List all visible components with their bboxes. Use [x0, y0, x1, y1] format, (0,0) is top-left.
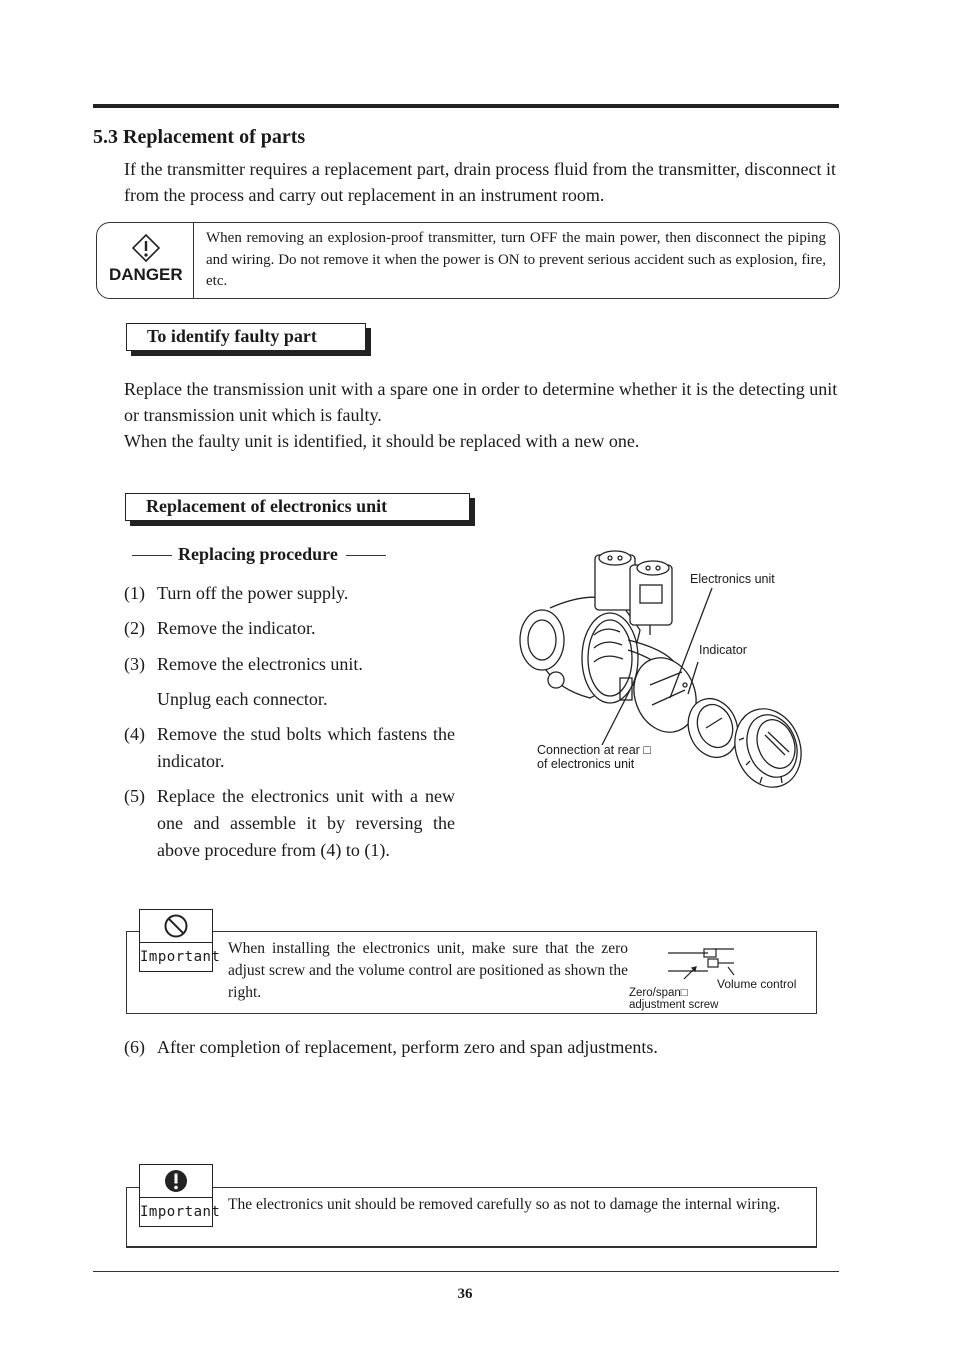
label-indicator: Indicator: [699, 643, 747, 657]
important-badge-2: [139, 1164, 221, 1227]
important-badge-1: [139, 909, 221, 972]
label-volume-control: Volume control: [717, 977, 797, 991]
identify-paragraph-1: Replace the transmission unit with a spare one in order to determine whether it is the detecting unit or transmission unit which is faulty.: [124, 379, 838, 425]
electronics-heading: Replacement of electronics unit: [125, 493, 470, 521]
label-electronics-unit: Electronics unit: [690, 572, 775, 586]
important-label-2: Important: [140, 1204, 221, 1220]
section-title: 5.3 Replacement of parts: [93, 126, 306, 148]
important-text-1: When installing the electronics unit, make sure that the zero adjust screw and the volume control are positioned as shown the right.: [228, 940, 628, 1001]
step-6: (6) After completion of replacement, perform zero and span adjustments.: [124, 1037, 658, 1057]
label-connection: Connection at rear □ of electronics unit: [537, 743, 651, 771]
step-3: (3) Remove the electronics unit.: [124, 654, 363, 674]
step-3-sub: Unplug each connector.: [157, 689, 328, 709]
intro-paragraph: If the transmitter requires a replacement part, drain process fluid from the transmitter, disconnect it from the process and carry out replacement in an instrument room.: [124, 159, 837, 205]
danger-label: DANGER: [109, 265, 183, 284]
warning-exclamation-diamond-icon: [131, 234, 161, 267]
step-4: (4) Remove the stud bolts which fastens the indicator.: [124, 724, 455, 771]
bottom-rule: [93, 1271, 839, 1272]
step-2: (2) Remove the indicator.: [124, 618, 316, 638]
identify-paragraph-2: When the faulty unit is identified, it should be replaced with a new one.: [124, 431, 640, 451]
page-number: 36: [457, 1286, 473, 1302]
exclamation-circle-icon: [140, 1165, 212, 1198]
step-5: (5) Replace the electronics unit with a new one and assemble it by reversing the above procedure from (4) to (1).: [124, 786, 455, 860]
danger-divider: [193, 222, 194, 298]
identify-heading: To identify faulty part: [126, 323, 366, 351]
step-1: (1) Turn off the power supply.: [124, 583, 349, 603]
top-rule: [93, 104, 839, 108]
important-label-1: Important: [140, 949, 221, 965]
prohibition-circle-icon: [140, 910, 212, 943]
procedure-title: Replacing procedure: [132, 544, 386, 565]
danger-text: When removing an explosion-proof transmitter, turn OFF the main power, then disconnect the piping and wiring. Do not remove it when the power is ON to prevent serious accident such as explosion, fire, etc.: [206, 230, 826, 289]
important-text-2: The electronics unit should be removed carefully so as not to damage the internal wiring.: [228, 1196, 781, 1213]
label-zero-span: Zero/span□ adjustment screw: [629, 987, 719, 1011]
